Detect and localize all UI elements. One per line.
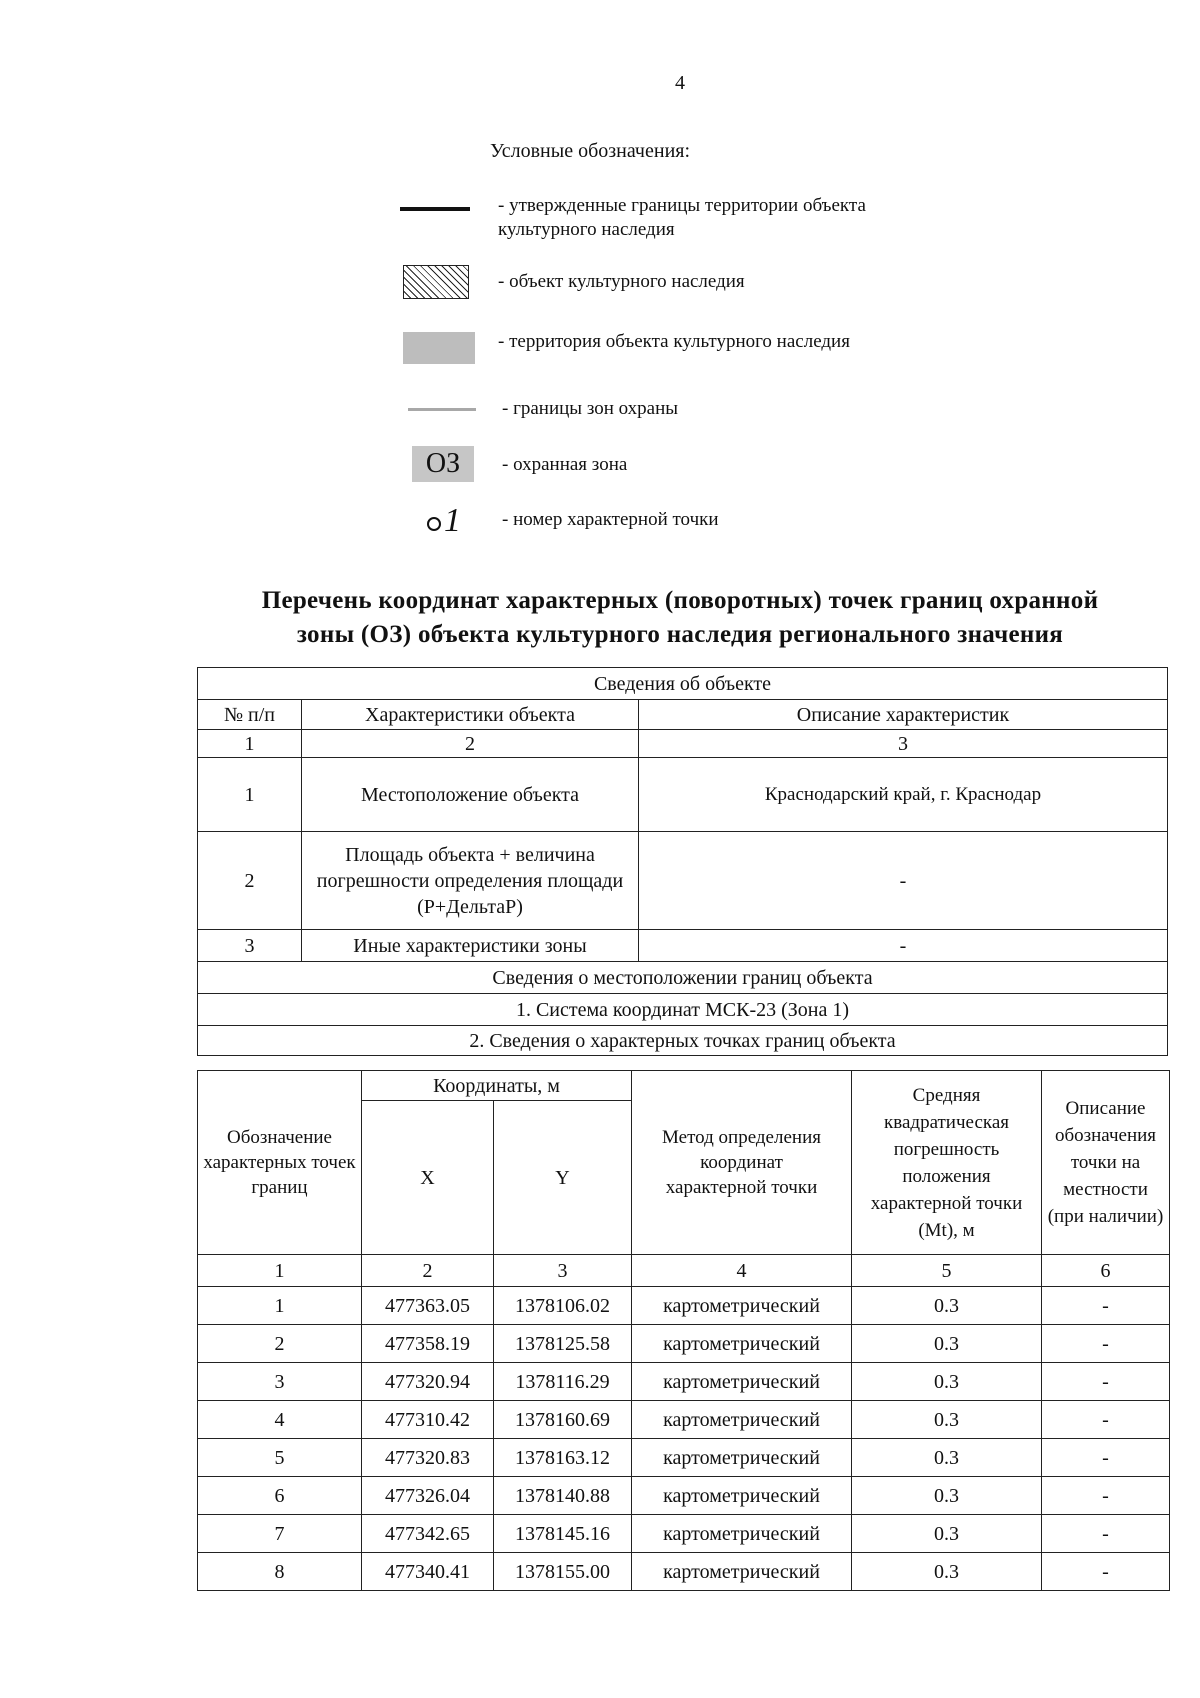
- point-number: 3: [198, 1363, 362, 1401]
- legend-text: - объект культурного наследия: [498, 271, 745, 292]
- table-row: [198, 930, 1168, 962]
- point-marker-icon: [427, 517, 441, 531]
- point-number: 4: [198, 1401, 362, 1439]
- section-title-row: [198, 962, 1168, 994]
- error-value: 0.3: [852, 1477, 1042, 1515]
- column-number: 4: [632, 1255, 852, 1287]
- y-value: 1378163.12: [494, 1439, 632, 1477]
- row-number: 2: [198, 832, 302, 930]
- description-value: -: [1042, 1363, 1170, 1401]
- document-heading: [200, 584, 1160, 652]
- table-row: [198, 1325, 1170, 1363]
- table-row: [198, 1477, 1170, 1515]
- page-number: 4: [675, 72, 685, 94]
- y-value: 1378140.88: [494, 1477, 632, 1515]
- table-row: [198, 758, 1168, 832]
- object-info-table: [197, 667, 1168, 1056]
- x-value: 477320.83: [362, 1439, 494, 1477]
- characteristic-cell: Площадь объекта + величина погрешности определения площади (P+ДельтаP): [302, 832, 639, 930]
- method-header: Метод определения координат характерной точки: [632, 1071, 852, 1255]
- table-row: [198, 1553, 1170, 1591]
- y-value: 1378125.58: [494, 1325, 632, 1363]
- column-number-row: [198, 1255, 1170, 1287]
- point-number: 2: [198, 1325, 362, 1363]
- y-header: Y: [494, 1101, 632, 1255]
- description-cell: -: [639, 832, 1168, 930]
- column-header: Характеристики объекта: [302, 700, 639, 730]
- method-value: картометрический: [632, 1515, 852, 1553]
- row-number: 1: [198, 758, 302, 832]
- protection-zone-line-icon: [408, 408, 476, 411]
- point-number: 6: [198, 1477, 362, 1515]
- error-value: 0.3: [852, 1553, 1042, 1591]
- column-number: 2: [362, 1255, 494, 1287]
- column-number: 1: [198, 730, 302, 758]
- point-number: 8: [198, 1553, 362, 1591]
- method-value: картометрический: [632, 1325, 852, 1363]
- column-number: 6: [1042, 1255, 1170, 1287]
- column-number: 1: [198, 1255, 362, 1287]
- table-title-row: [198, 668, 1168, 700]
- points-header-row: [198, 1071, 1170, 1101]
- row-number: 3: [198, 930, 302, 962]
- protection-zone-box-icon: ОЗ: [412, 446, 474, 482]
- error-value: 0.3: [852, 1401, 1042, 1439]
- error-value: 0.3: [852, 1439, 1042, 1477]
- method-value: картометрический: [632, 1553, 852, 1591]
- method-value: картометрический: [632, 1287, 852, 1325]
- x-value: 477340.41: [362, 1553, 494, 1591]
- x-value: 477342.65: [362, 1515, 494, 1553]
- column-header: Описание характеристик: [639, 700, 1168, 730]
- table-row: [198, 832, 1168, 930]
- x-value: 477363.05: [362, 1287, 494, 1325]
- table-row: [198, 1401, 1170, 1439]
- legend-text: - номер характерной точки: [502, 509, 719, 530]
- y-value: 1378155.00: [494, 1553, 632, 1591]
- column-number: 3: [639, 730, 1168, 758]
- table-row: [198, 1439, 1170, 1477]
- points-table: [197, 1070, 1170, 1591]
- description-value: -: [1042, 1515, 1170, 1553]
- point-number-symbol: 1: [444, 502, 461, 539]
- description-value: -: [1042, 1401, 1170, 1439]
- column-number: 5: [852, 1255, 1042, 1287]
- points-title: 2. Сведения о характерных точках границ объекта: [198, 1026, 1168, 1056]
- description-value: -: [1042, 1287, 1170, 1325]
- error-header: Средняя квадратическая погрешность положения характерной точки (Mt), м: [852, 1071, 1042, 1255]
- coord-system: 1. Система координат МСК-23 (Зона 1): [198, 994, 1168, 1026]
- error-value: 0.3: [852, 1287, 1042, 1325]
- column-header: № п/п: [198, 700, 302, 730]
- location-title: Сведения о местоположении границ объекта: [198, 962, 1168, 994]
- coordinates-header: Координаты, м: [362, 1071, 632, 1101]
- characteristic-cell: Местоположение объекта: [302, 758, 639, 832]
- legend-text: - границы зон охраны: [502, 398, 679, 419]
- column-number-row: [198, 730, 1168, 758]
- y-value: 1378160.69: [494, 1401, 632, 1439]
- table-row: [198, 1363, 1170, 1401]
- description-value: -: [1042, 1439, 1170, 1477]
- hatched-object-icon: [403, 265, 469, 299]
- method-value: картометрический: [632, 1401, 852, 1439]
- table-row: [198, 1515, 1170, 1553]
- y-value: 1378106.02: [494, 1287, 632, 1325]
- table-header-row: [198, 700, 1168, 730]
- x-value: 477326.04: [362, 1477, 494, 1515]
- y-value: 1378116.29: [494, 1363, 632, 1401]
- description-cell: -: [639, 930, 1168, 962]
- x-value: 477320.94: [362, 1363, 494, 1401]
- point-description-header: Описание обозначения точки на местности (при наличии): [1042, 1071, 1170, 1255]
- point-number: 5: [198, 1439, 362, 1477]
- designation-header: Обозначение характерных точек границ: [198, 1071, 362, 1255]
- points-title-row: [198, 1026, 1168, 1056]
- coord-system-row: [198, 994, 1168, 1026]
- y-value: 1378145.16: [494, 1515, 632, 1553]
- heading-line-1: Перечень координат характерных (поворотных) точек границ охранной: [261, 587, 1099, 614]
- description-value: -: [1042, 1477, 1170, 1515]
- table-row: [198, 1287, 1170, 1325]
- characteristic-cell: Иные характеристики зоны: [302, 930, 639, 962]
- legend-text: - утвержденные границы территории объекта культурного наследия: [498, 195, 866, 240]
- table-title: Сведения об объекте: [198, 668, 1168, 700]
- approved-boundary-line-icon: [400, 207, 470, 211]
- method-value: картометрический: [632, 1439, 852, 1477]
- x-value: 477358.19: [362, 1325, 494, 1363]
- description-cell: Краснодарский край, г. Краснодар: [639, 758, 1168, 832]
- legend-text: - территория объекта культурного наследия: [498, 331, 850, 352]
- column-number: 2: [302, 730, 639, 758]
- method-value: картометрический: [632, 1363, 852, 1401]
- legend-title: Условные обозначения:: [490, 140, 691, 162]
- x-value: 477310.42: [362, 1401, 494, 1439]
- point-number: 7: [198, 1515, 362, 1553]
- error-value: 0.3: [852, 1515, 1042, 1553]
- x-header: X: [362, 1101, 494, 1255]
- description-value: -: [1042, 1553, 1170, 1591]
- error-value: 0.3: [852, 1363, 1042, 1401]
- description-value: -: [1042, 1325, 1170, 1363]
- error-value: 0.3: [852, 1325, 1042, 1363]
- legend-text: - охранная зона: [502, 454, 628, 475]
- column-number: 3: [494, 1255, 632, 1287]
- method-value: картометрический: [632, 1477, 852, 1515]
- grey-territory-icon: [403, 332, 475, 364]
- point-number: 1: [198, 1287, 362, 1325]
- heading-line-2: зоны (ОЗ) объекта культурного наследия регионального значения: [296, 621, 1064, 648]
